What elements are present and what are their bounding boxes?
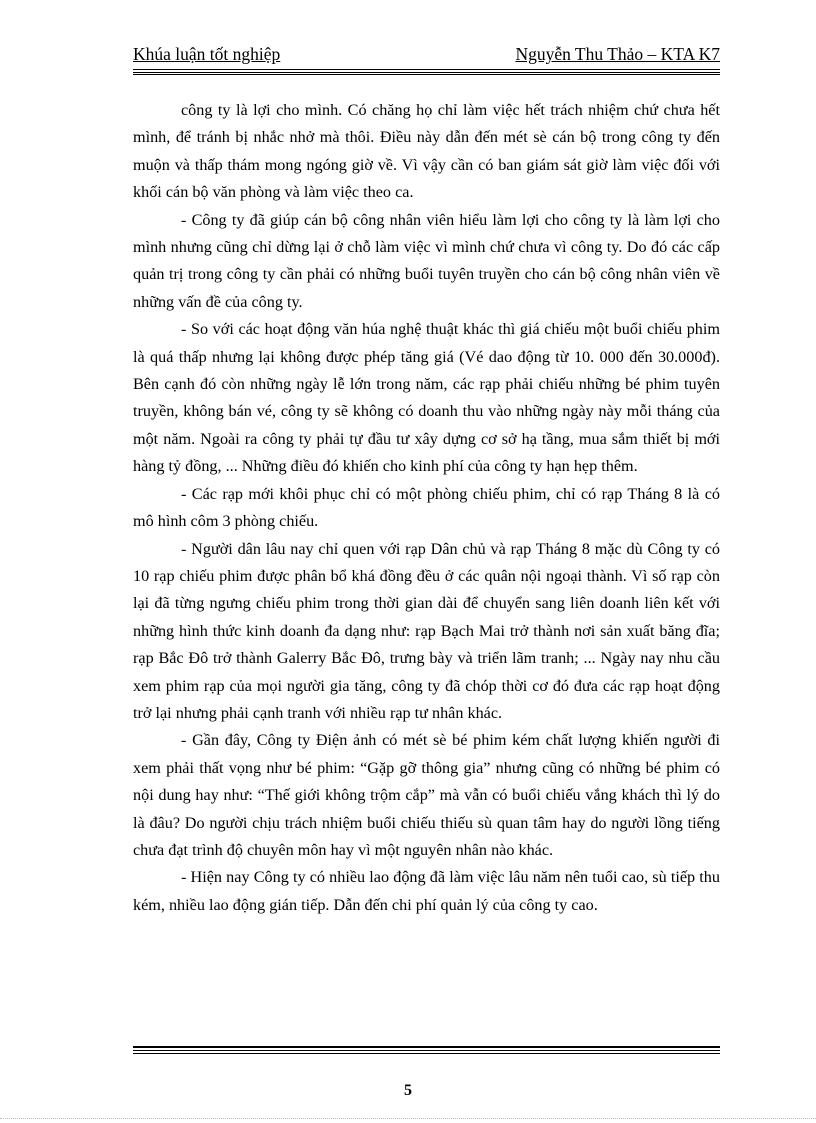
paragraph: - Gần đây, Công ty Điện ảnh có mét sè bé phim kém chất lượng khiến người đi xem phải thất vọng như bé phim: “Gặp gỡ thông gia” nhưng cũng có những bé phim có nội dung hay như: “Thế giới không trộm cắp” mà vẫn có buổi chiếu vắng khách thì lý do là đâu? Do người chịu trách nhiệm buổi chiếu thiếu sù quan tâm hay do người lồng tiếng chưa đạt trình độ chuyên môn hay vì một nguyên nhân nào khác.	[133, 731, 720, 859]
page-edge	[0, 1118, 816, 1119]
paragraph: - Các rạp mới khôi phục chỉ có một phòng chiếu phim, chỉ có rạp Tháng 8 là có mô hình côm 3 phòng chiếu.	[133, 484, 720, 531]
page-header	[133, 44, 720, 70]
header-thesis-title: Khúa luận tốt nghiệp	[133, 44, 281, 64]
paragraph: - Công ty đã giúp cán bộ công nhân viên hiểu làm lợi cho công ty là làm lợi cho mình nhưng cũng chỉ dừng lại ở chỗ làm việc vì mình chứ chưa vì công ty. Do đó các cấp quản trị trong công ty cần phải có những buổi tuyên truyền cho cán bộ công nhân viên về những vấn đề của công ty.	[133, 210, 720, 311]
document-body	[133, 97, 720, 919]
paragraph: - Người dân lâu nay chỉ quen với rạp Dân chủ và rạp Tháng 8 mặc dù Công ty có 10 rạp chiếu phim được phân bổ khá đồng đều ở các quân nội ngoại thành. Vì số rạp còn lại đã từng ngưng chiếu phim trong thời gian dài để chuyển sang liên doanh liên kết với những hình thức kinh doanh đa dạng như: rạp Bạch Mai trở thành nơi sản xuất băng đĩa; rạp Bắc Đô trở thành Galerry Bắc Đô, trưng bày và triển lãm tranh; ... Ngày nay nhu cầu xem phim rạp của mọi người gia tăng, công ty đã chóp thời cơ đó đưa các rạp hoạt động trở lại nhưng phải cạnh tranh với nhiều rạp tư nhân khác.	[133, 539, 720, 722]
paragraph: - So với các hoạt động văn húa nghệ thuật khác thì giá chiếu một buổi chiếu phim là quá thấp nhưng lại không được phép tăng giá (Vé dao động từ 10. 000 đến 30.000đ). Bên cạnh đó còn những ngày lễ lớn trong năm, các rạp phải chiếu những bé phim tuyên truyền, không bán vé, công ty sẽ không có doanh thu vào những ngày này mỗi tháng của một năm. Ngoài ra công ty phải tự đầu tư xây dựng cơ sở hạ tầng, mua sắm thiết bị mới hàng tỷ đồng, ... Những điều đó khiến cho kinh phí của công ty hạn hẹp thêm.	[133, 320, 720, 476]
footer-divider	[133, 1050, 720, 1051]
paragraph: - Hiện nay Công ty có nhiều lao động đã làm việc lâu năm nên tuổi cao, sù tiếp thu kém, nhiều lao động gián tiếp. Dẫn đến chi phí quản lý của công ty cao.	[133, 868, 720, 914]
page-number: 5	[404, 1082, 412, 1099]
footer-divider	[133, 1053, 720, 1054]
header-divider	[133, 69, 720, 70]
paragraph: công ty là lợi cho mình. Có chăng họ chỉ làm việc hết trách nhiệm chứ chưa hết mình, để tránh bị nhắc nhở mà thôi. Điều này dẫn đến mét sè cán bộ trong công ty đến muộn và thấp thám mong ngóng giờ về. Vì vậy cần có ban giám sát giờ làm việc đối với khối cán bộ văn phòng và làm việc theo ca.	[133, 101, 720, 202]
header-author: Nguyễn Thu Thảo – KTA K7	[515, 44, 720, 64]
footer-divider	[133, 1046, 720, 1048]
header-double-divider	[133, 72, 720, 75]
